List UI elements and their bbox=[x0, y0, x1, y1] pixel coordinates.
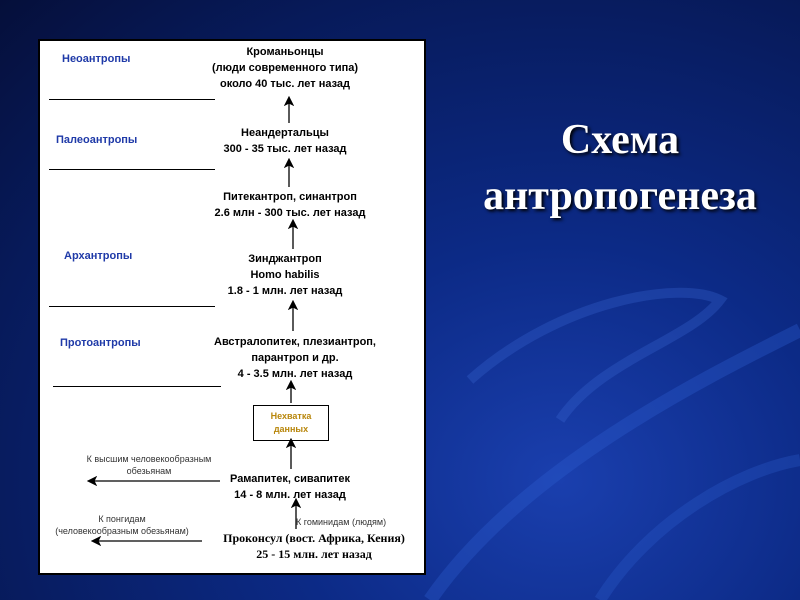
era-label-protoanthropes: Протоантропы bbox=[60, 337, 141, 349]
era-label-neoanthropes: Неоантропы bbox=[62, 53, 131, 65]
note-text: К понгидам bbox=[98, 514, 146, 524]
stage-text: около 40 тыс. лет назад bbox=[219, 78, 351, 90]
diagram-arrows bbox=[40, 41, 426, 575]
stage-text: Неандертальцы bbox=[241, 127, 329, 139]
note-text: обезьянам bbox=[126, 466, 172, 476]
stage-text: 4 - 3.5 млн. лет назад bbox=[237, 368, 353, 380]
stage-text: (люди современного типа) bbox=[211, 62, 359, 74]
stage-text: Рамапитек, сивапитек bbox=[230, 473, 350, 485]
era-label-archanthropes: Архантропы bbox=[64, 250, 133, 262]
stage-text: 14 - 8 млн. лет назад bbox=[234, 489, 346, 501]
slide-title-line-2: антропогенеза bbox=[483, 173, 757, 219]
slide-title bbox=[440, 112, 800, 224]
slide-title-line-1: Схема bbox=[560, 117, 680, 163]
stage-text: 300 - 35 тыс. лет назад bbox=[223, 143, 347, 155]
stage-text: Зинджантроп bbox=[248, 253, 322, 265]
era-label-paleoanthropes: Палеоантропы bbox=[56, 134, 138, 146]
stage-text: парантроп и др. bbox=[251, 352, 339, 364]
anthropogenesis-diagram bbox=[38, 39, 426, 575]
stage-text: Проконсул (вост. Африка, Кения) bbox=[223, 531, 405, 545]
gap-text: данных bbox=[273, 424, 309, 434]
stage-text: 1.8 - 1 млн. лет назад bbox=[227, 285, 343, 297]
stage-text: Питекантроп, синантроп bbox=[223, 191, 357, 203]
note-text: (человекообразным обезьянам) bbox=[55, 526, 189, 536]
stage-text: Австралопитек, плезиантроп, bbox=[214, 336, 376, 348]
gap-text: Нехватка bbox=[270, 411, 312, 421]
stage-text: 25 - 15 млн. лет назад bbox=[256, 547, 372, 561]
note-text: К высшим человекообразным bbox=[86, 454, 212, 464]
stage-text: Homo habilis bbox=[250, 269, 320, 281]
branch-note-hominids: К гоминидам (людям) bbox=[296, 517, 387, 527]
stage-text: 2.6 млн - 300 тыс. лет назад bbox=[214, 207, 366, 219]
stage-text: Кроманьонцы bbox=[246, 46, 324, 58]
